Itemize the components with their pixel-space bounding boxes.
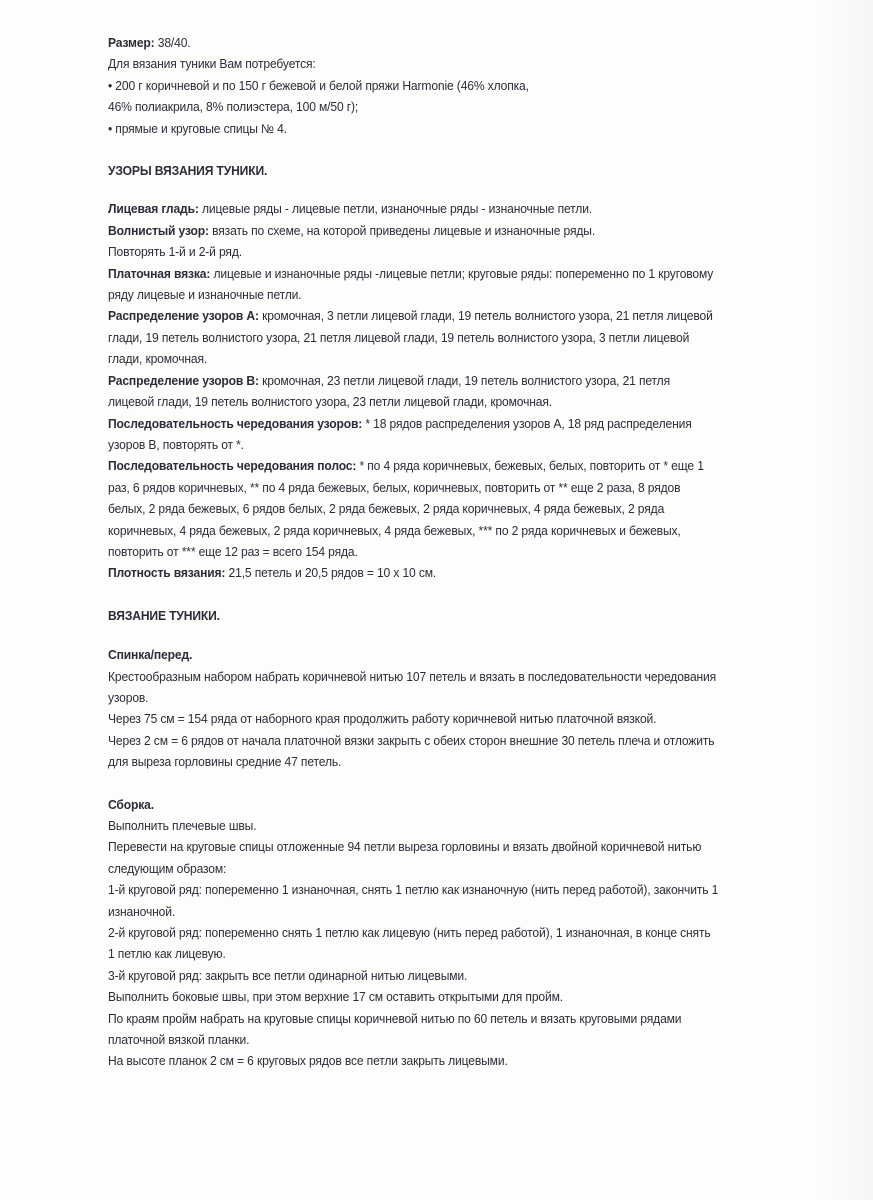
pattern-first-line <box>108 306 780 327</box>
patterns-heading: УЗОРЫ ВЯЗАНИЯ ТУНИКИ. <box>108 164 268 179</box>
pattern-first-line <box>108 221 780 242</box>
text-line: раз, 6 рядов коричневых, ** по 4 ряда бежевых, белых, коричневых, повторить от ** еще 2 раза, 8 рядов <box>108 480 681 495</box>
pattern-text: вязать по схеме, на которой приведены лицевые и изнаночные ряды. <box>208 223 596 238</box>
pattern-first-line <box>108 563 780 584</box>
pattern-text: лицевые ряды - лицевые петли, изнаночные ряды - изнаночные петли. <box>198 202 593 217</box>
pattern-first-line <box>108 414 780 435</box>
pattern-label: Распределение узоров В: <box>108 373 259 388</box>
text-line: глади, кромочная. <box>108 352 208 367</box>
patterns-list <box>108 199 808 584</box>
text-line: На высоте планок 2 см = 6 круговых рядов все петли закрыть лицевыми. <box>108 1054 508 1069</box>
pattern-item <box>108 199 808 220</box>
text-line: Крестообразным набором набрать коричневой нитью 107 петель и вязать в последовательности чередования <box>108 669 717 684</box>
assembly-text <box>108 816 808 1073</box>
text-line: для выреза горловины средние 47 петель. <box>108 755 342 770</box>
pattern-first-line <box>108 264 780 285</box>
back-front-text <box>108 667 808 774</box>
text-line: По краям пройм набрать на круговые спицы коричневой нитью по 60 петель и вязать круговыми рядами <box>108 1011 682 1026</box>
pattern-text: лицевые и изнаночные ряды -лицевые петли; круговые ряды: попеременно по 1 круговому <box>210 266 714 281</box>
text-line: узоров В, повторять от *. <box>108 437 244 452</box>
pattern-label: Волнистый узор: <box>108 223 209 238</box>
back-front-title: Спинка/перед. <box>108 648 193 663</box>
pattern-item <box>108 414 808 457</box>
assembly-title: Сборка. <box>108 797 154 812</box>
text-line: Выполнить боковые швы, при этом верхние 17 см оставить открытыми для пройм. <box>108 990 563 1005</box>
text-line: • прямые и круговые спицы № 4. <box>108 121 287 136</box>
pattern-first-line <box>108 199 780 220</box>
pattern-item <box>108 456 808 563</box>
text-line: следующим образом: <box>108 861 227 876</box>
pattern-label: Последовательность чередования полос: <box>108 459 357 474</box>
text-line: Через 75 см = 154 ряда от наборного края продолжить работу коричневой нитью платочной вязкой. <box>108 712 657 727</box>
text-line: глади, 19 петель волнистого узора, 21 петля лицевой глади, 19 петель волнистого узора, 3 петли лицевой <box>108 330 690 345</box>
size-value: 38/40. <box>154 36 191 50</box>
text-line: ряду лицевые и изнаночные петли. <box>108 288 302 303</box>
size-line <box>108 33 780 54</box>
size-label: Размер: <box>108 36 155 50</box>
pattern-label: Платочная вязка: <box>108 266 211 281</box>
text-line: Выполнить плечевые швы. <box>108 819 257 833</box>
pattern-label: Последовательность чередования узоров: <box>108 416 363 431</box>
text-line: лицевой глади, 19 петель волнистого узора, 23 петли лицевой глади, кромочная. <box>108 395 553 410</box>
pattern-label: Плотность вязания: <box>108 566 226 581</box>
pattern-item <box>108 563 808 584</box>
text-line: Повторять 1-й и 2-й ряд. <box>108 245 242 260</box>
text-line: белых, 2 ряда бежевых, 6 рядов белых, 2 ряда бежевых, 2 ряда коричневых, 4 ряда бежевых, 2 ряда <box>108 502 665 517</box>
text-line: • 200 г коричневой и по 150 г бежевой и белой пряжи Harmonie (46% хлопка, <box>108 78 529 93</box>
pattern-item <box>108 371 808 414</box>
pattern-text: 21,5 петель и 20,5 рядов = 10 х 10 см. <box>225 566 437 581</box>
pattern-first-line <box>108 371 780 392</box>
text-line: коричневых, 4 ряда бежевых, 2 ряда коричневых, 4 ряда бежевых, *** по 2 ряда коричневых и бежевых, <box>108 523 681 538</box>
text-line: платочной вязкой планки. <box>108 1033 250 1048</box>
text-line: 1-й круговой ряд: попеременно 1 изнаночная, снять 1 петлю как изнаночную (нить перед работой), закончить 1 <box>108 883 719 898</box>
text-line: 3-й круговой ряд: закрыть все петли одинарной нитью лицевыми. <box>108 968 468 983</box>
pattern-label: Лицевая гладь: <box>108 202 199 217</box>
text-line: 2-й круговой ряд: попеременно снять 1 петлю как лицевую (нить перед работой), 1 изнаночная, в конце снять <box>108 926 711 941</box>
knitting-heading: ВЯЗАНИЕ ТУНИКИ. <box>108 608 220 623</box>
text-line: 1 петлю как лицевую. <box>108 947 226 962</box>
materials-list <box>108 54 808 140</box>
text-line: 46% полиакрила, 8% полиэстера, 100 м/50 г); <box>108 100 359 115</box>
text-line: повторить от *** еще 12 раз = всего 154 ряда. <box>108 544 358 559</box>
scan-shadow <box>813 0 873 1200</box>
text-line: Для вязания туники Вам потребуется: <box>108 57 316 72</box>
text-line: Через 2 см = 6 рядов от начала платочной вязки закрыть с обеих сторон внешние 30 петель плеча и отложить <box>108 733 715 748</box>
text-line: изнаночной. <box>108 904 176 919</box>
document-page <box>108 33 808 1073</box>
pattern-label: Распределение узоров А: <box>108 309 259 324</box>
pattern-text: * 18 рядов распределения узоров А, 18 ряд распределения <box>362 416 692 431</box>
pattern-item <box>108 221 808 264</box>
text-line: Перевести на круговые спицы отложенные 94 петли выреза горловины и вязать двойной коричневой нитью <box>108 840 702 855</box>
text-line: узоров. <box>108 690 149 705</box>
pattern-first-line <box>108 456 780 477</box>
pattern-text: кромочная, 3 петли лицевой глади, 19 петель волнистого узора, 21 петля лицевой <box>258 309 713 324</box>
pattern-text: кромочная, 23 петли лицевой глади, 19 петель волнистого узора, 21 петля <box>258 373 671 388</box>
pattern-item <box>108 306 808 370</box>
pattern-text: * по 4 ряда коричневых, бежевых, белых, повторить от * еще 1 <box>356 459 704 474</box>
pattern-item <box>108 264 808 307</box>
